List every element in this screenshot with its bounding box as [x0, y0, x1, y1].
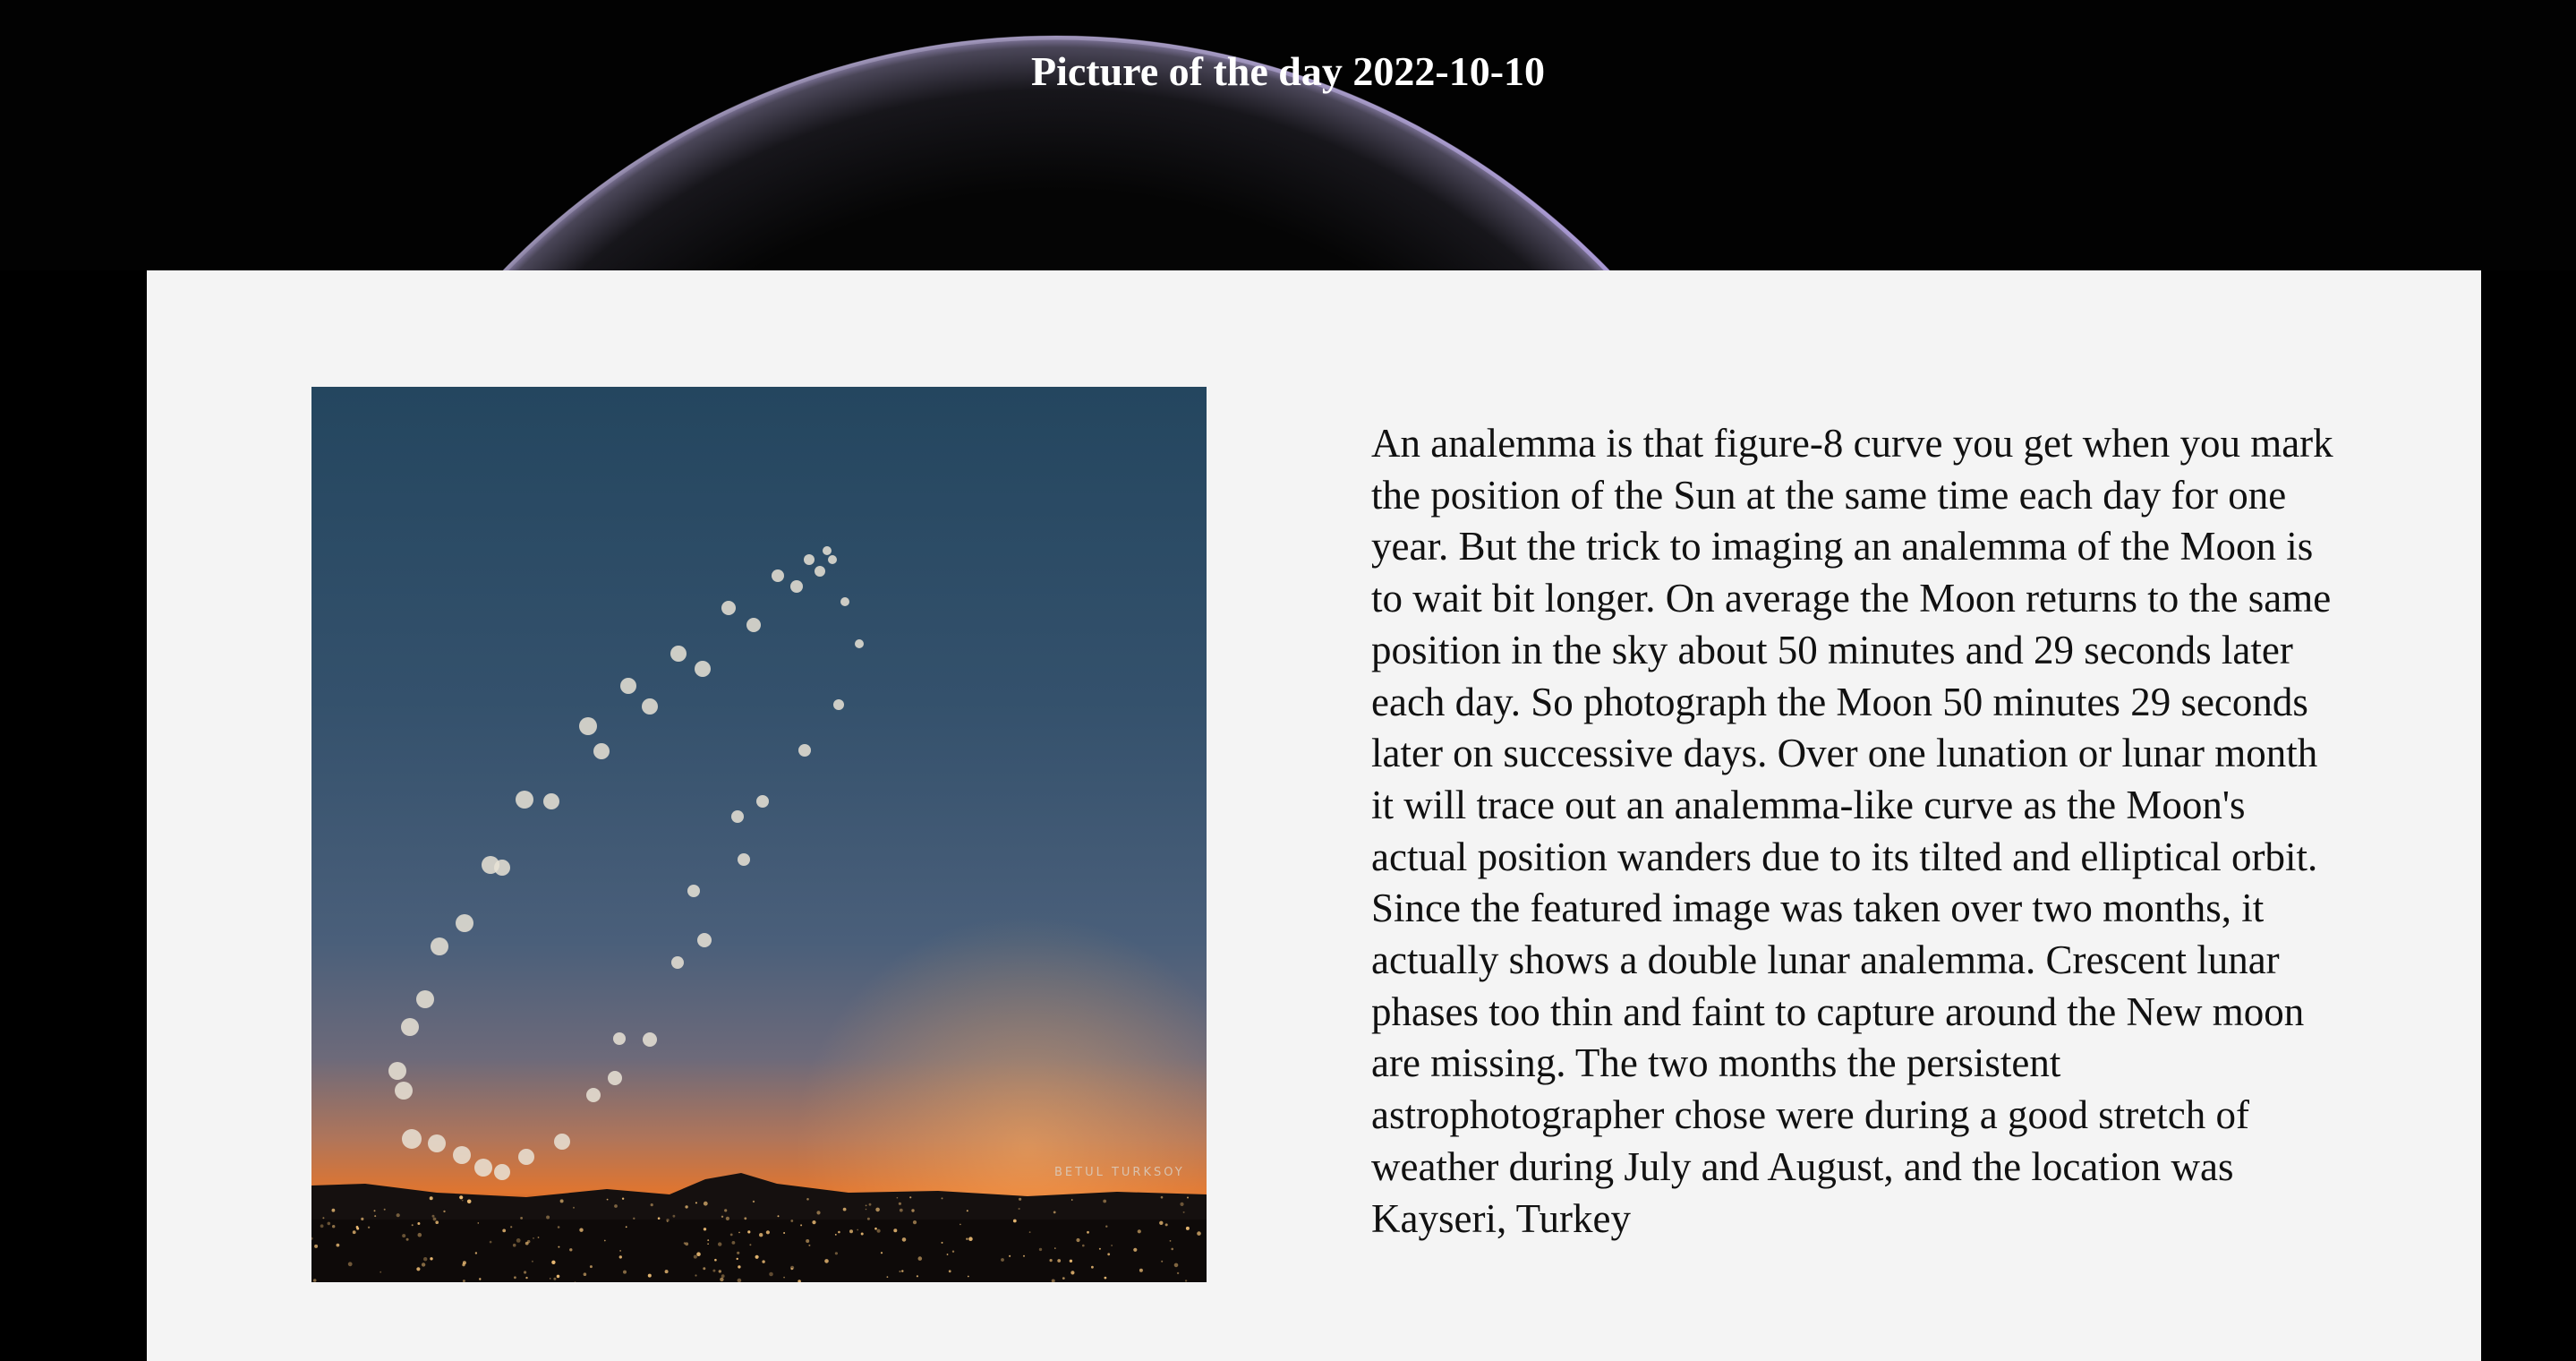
- page-title: Picture of the day 2022-10-10: [1030, 48, 1546, 94]
- planet-banner-image: [0, 0, 2576, 270]
- photo-watermark: BETUL TURKSOY: [1054, 1166, 1185, 1179]
- page-header: [0, 0, 2576, 270]
- apod-image: [311, 387, 1207, 1282]
- content-panel: [147, 270, 2481, 1361]
- explanation-text: An analemma is that figure-8 curve you get when you mark the position of the Sun at the same time each day for one year. But the trick to imaging an analemma of the Moon is to wait bit longer. On average the Moon returns to the same position in the sky about 50 minutes and 29 seconds later each day. So photograph the Moon 50 minutes 29 seconds later on successive days. Over one lunation or lunar month it will trace out an analemma-like curve as the Moon's actual position wanders due to its tilted and elliptical orbit. Since the featured image was taken over two months, it actually shows a double lunar analemma. Crescent lunar phases too thin and faint to capture around the New moon are missing. The two months the persistent astrophotographer chose were during a good stretch of weather during July and August, and the location was Kayseri, Turkey: [1371, 421, 2333, 1241]
